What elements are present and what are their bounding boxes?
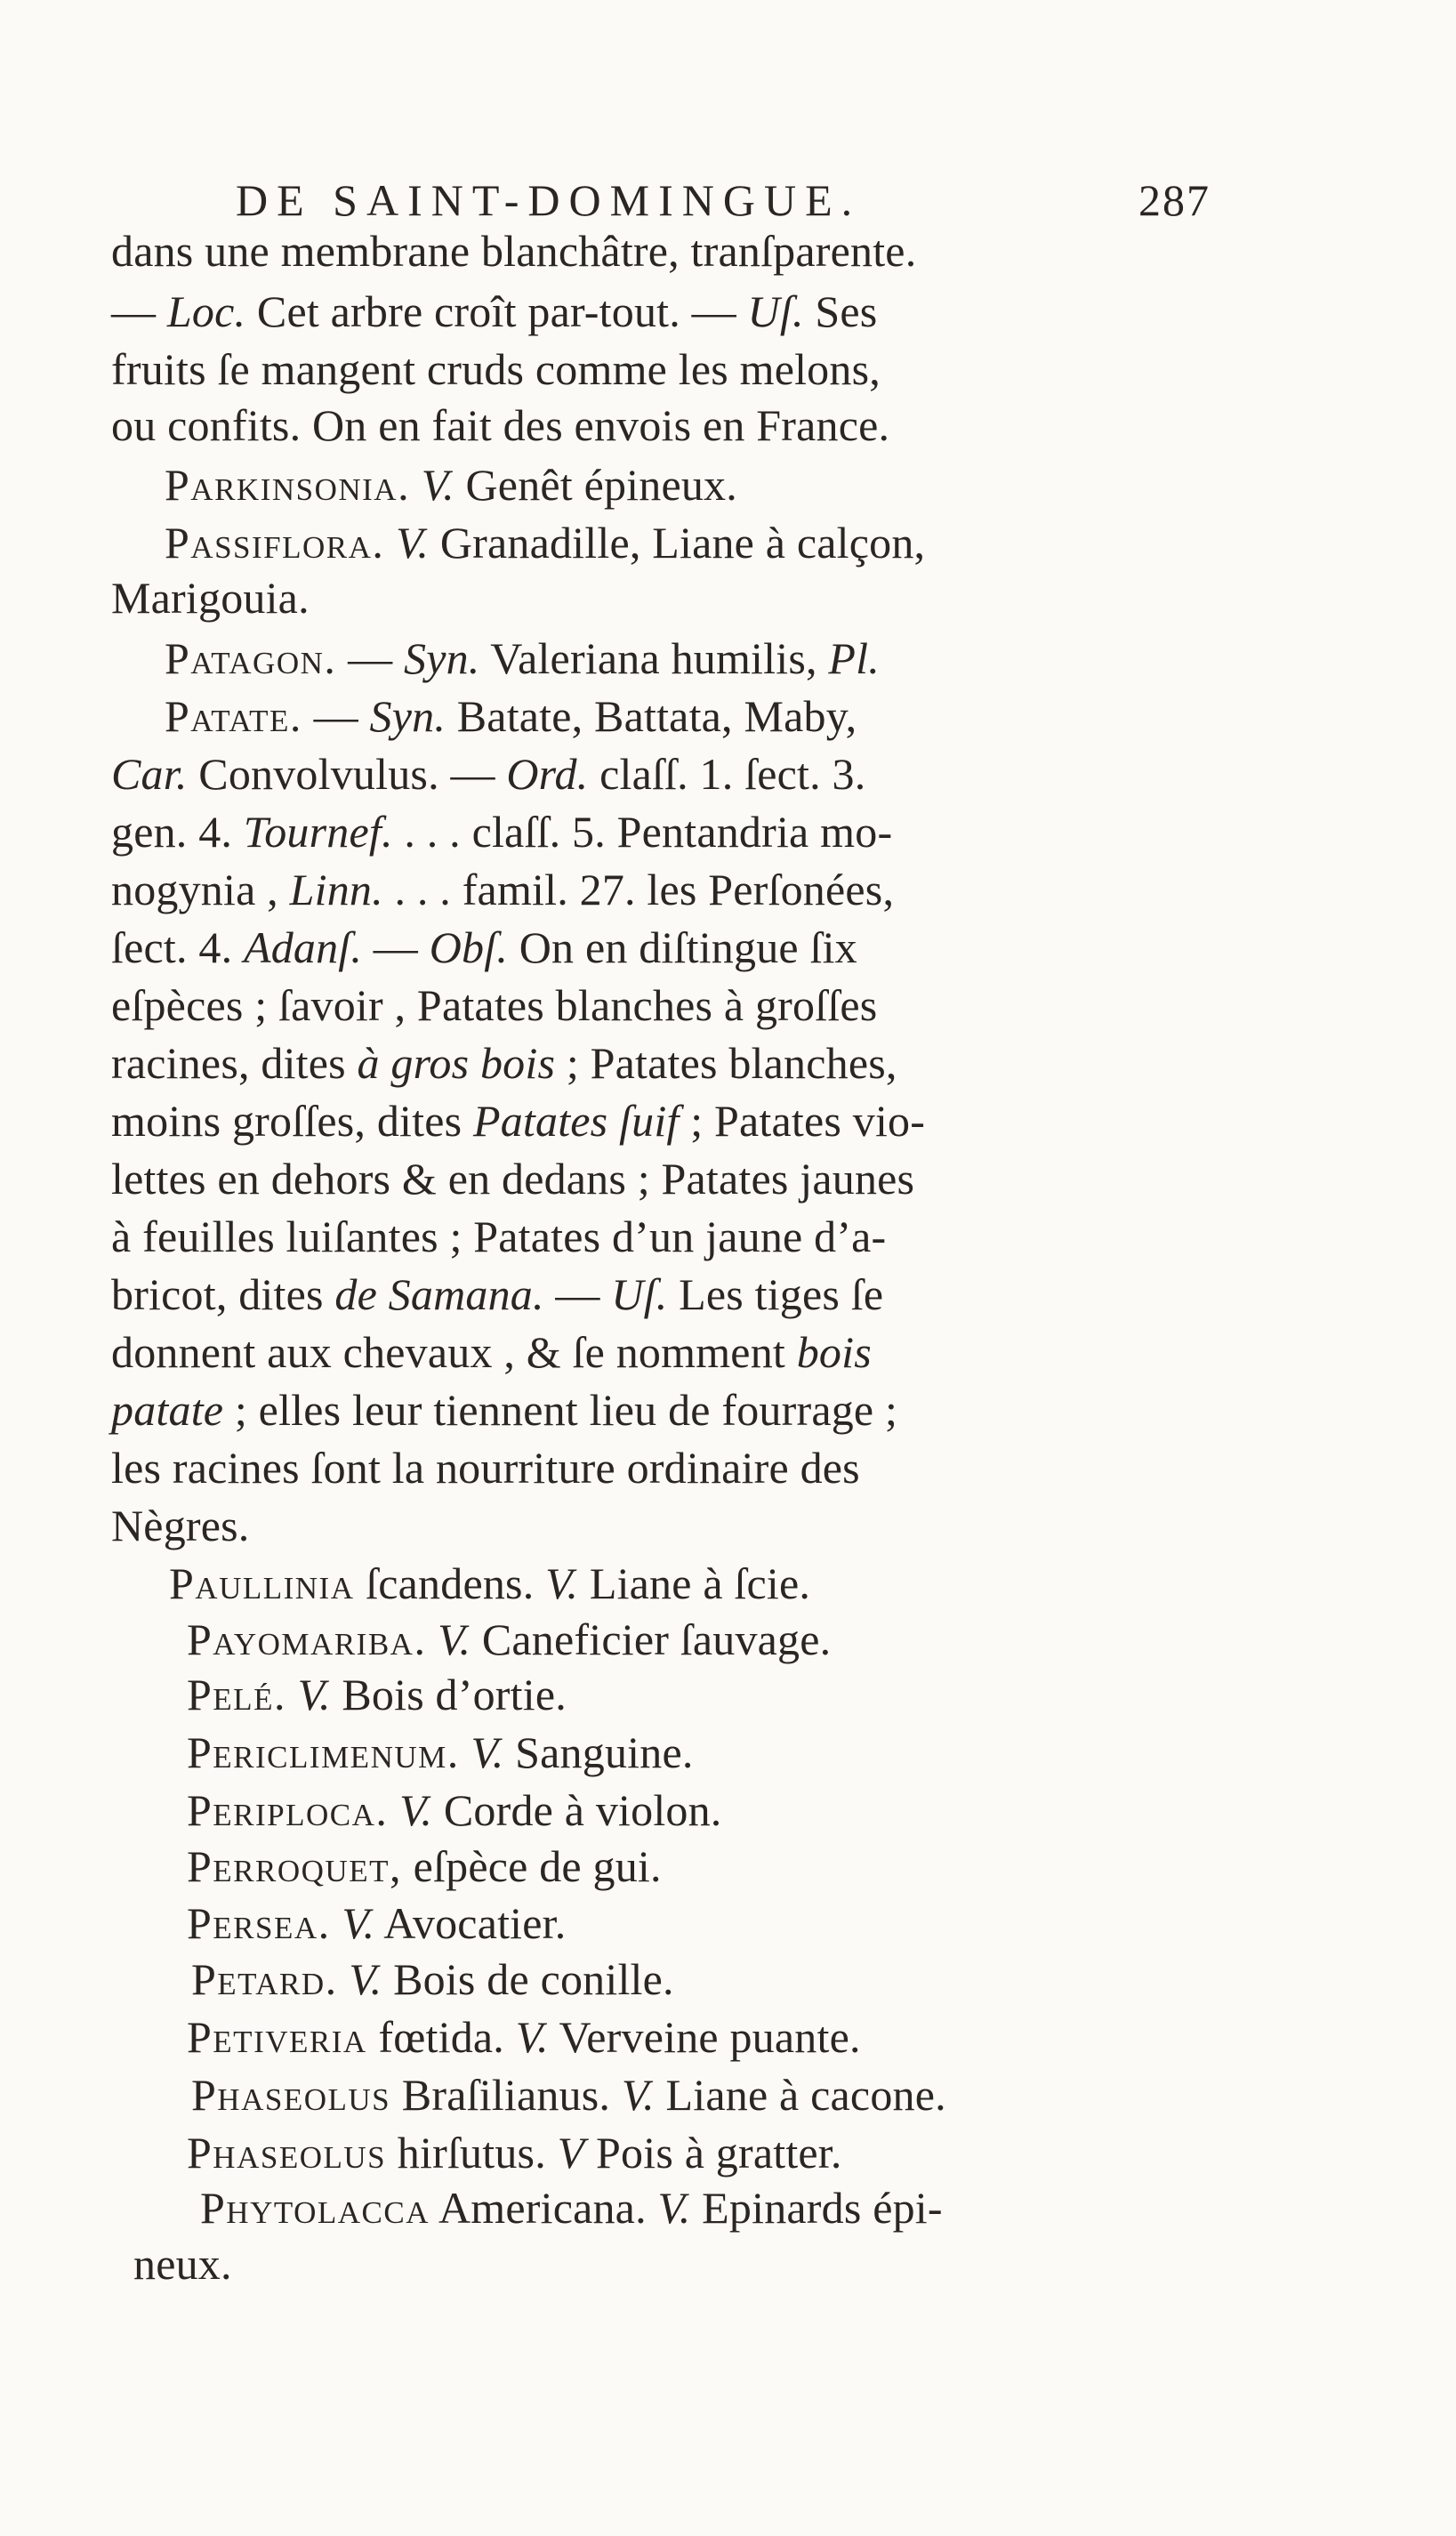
italic-text: Tournef. [243,807,393,857]
page-number: 287 [1138,175,1211,225]
text-line [165,516,925,569]
text-line [111,978,877,1032]
entry-term: Persea. [187,1898,331,1948]
text-run [388,1785,399,1835]
text-run: — [302,691,370,741]
text-run: Corde à violon. [432,1785,722,1835]
text-line [187,1840,662,1893]
text-run: . . . famil. 27. les Perſonées, [382,865,895,914]
text-line [187,1668,567,1721]
text-line [111,1268,883,1321]
entry-term: Periclimenum. [187,1727,460,1777]
text-run: eſpèce de gui. [401,1841,662,1891]
italic-text: Patates ſuif [472,1096,680,1146]
text-line [111,805,892,858]
text-line [111,1036,897,1090]
text-line [169,1557,810,1610]
text-run: ſect. 4. [111,922,244,972]
text-line [165,458,737,511]
text-run [338,1954,350,2004]
text-run: moins groſſes, dites [111,1096,473,1146]
text-line [187,1613,831,1666]
text-run: bricot, dites [111,1269,335,1319]
text-run: Sanguine. [503,1727,694,1777]
text-line [187,1726,694,1779]
text-run: Cet arbre croît par-tout. — [245,286,748,336]
text-line [187,2010,861,2064]
entry-term: Parkinsonia. [165,460,411,510]
text-line [200,2181,943,2234]
text-line [111,1210,886,1263]
text-run: — [362,922,430,972]
text-run [286,1670,298,1719]
text-run: Avocatier. [374,1898,567,1948]
entry-term: Phaseolus [191,2070,391,2120]
italic-text: V. [515,2012,549,2062]
text-run: Genêt épineux. [454,460,737,510]
text-run: Nègres. [111,1501,250,1550]
text-run: Epinards épi- [690,2183,943,2233]
entry-term: Perroquet, [187,1841,402,1891]
text-run: On en diſtingue ſix [508,922,857,972]
text-run: Americana. [430,2183,658,2233]
italic-text: Syn. [404,633,480,683]
text-run [460,1727,471,1777]
italic-text: patate [111,1385,224,1435]
entry-term: Petard. [191,1954,338,2004]
italic-text: Uſ. [747,286,804,336]
text-run: Verveine puante. [548,2012,861,2062]
text-line [165,689,857,743]
italic-text: V. [621,2070,655,2120]
italic-text: V. [399,1785,433,1835]
italic-text: V. [297,1670,331,1719]
italic-text: Pl. [828,633,880,683]
text-run: Bois de conille. [382,1954,674,2004]
text-run: — [111,286,167,336]
italic-text: Linn. [289,865,383,914]
italic-text: Adanſ. [243,922,363,972]
text-run: racines, dites [111,1038,358,1088]
text-run: hirſutus. [386,2128,558,2178]
text-run: ; elles leur tiennent lieu de fourrage ; [223,1385,898,1435]
text-line [111,1499,250,1552]
italic-text: Car. [111,749,188,799]
italic-text: V. [349,1954,382,2004]
text-line [165,632,880,685]
italic-text: V. [342,1898,375,1948]
entry-term: Patagon. [165,633,337,683]
text-run: Batate, Battata, Maby, [446,691,857,741]
text-run: claſſ. 1. ſect. 3. [588,749,866,799]
italic-text: V. [657,2183,691,2233]
entry-term: Patate. [165,691,302,741]
italic-text: de Samana. [334,1269,544,1319]
text-run: . . . claſſ. 5. Pentandria mo- [392,807,893,857]
text-run: Bois d’ortie. [330,1670,567,1719]
text-line [191,2068,946,2121]
italic-text: V. [438,1614,471,1664]
text-run: fœtida. [366,2012,516,2062]
text-line [187,2126,842,2179]
text-run: gen. 4. [111,807,244,857]
text-run: donnent aux chevaux , & ſe nomment [111,1327,797,1377]
text-line [133,2237,232,2290]
text-run: Les tiges ſe [667,1269,884,1319]
text-run: Ses [803,286,878,336]
text-run: neux. [133,2239,232,2289]
italic-text: à gros bois [357,1038,556,1088]
text-line [111,1094,925,1147]
entry-term: Petiveria [187,2012,367,2062]
text-run [384,518,396,568]
italic-text: bois [796,1327,872,1377]
text-line [111,863,894,916]
text-line [111,1441,860,1494]
entry-term: Periploca. [187,1785,389,1835]
text-line [111,747,865,801]
text-run: Marigouia. [111,573,310,623]
text-line [111,285,877,338]
text-run: eſpèces ; ſavoir , Patates blanches à groſſes [111,980,878,1030]
text-run: Liane à ſcie. [578,1558,811,1608]
text-line [111,224,916,278]
text-run: ; Patates vio- [679,1096,926,1146]
text-run: — [543,1269,612,1319]
text-run: Granadille, Liane à calçon, [429,518,926,568]
text-run: lettes en dehors & en dedans ; Patates jaunes [111,1154,915,1204]
running-header [236,173,1211,227]
text-line [111,1152,914,1205]
text-line [111,399,889,452]
text-line [187,1783,722,1837]
text-run [331,1898,342,1948]
running-title: DE SAINT-DOMINGUE. [236,175,862,225]
text-run: Convolvulus. — [187,749,507,799]
italic-text: V. [396,518,430,568]
italic-text: Obſ. [429,922,509,972]
text-run: — [336,633,404,683]
italic-text: Uſ. [611,1269,668,1319]
italic-text: Loc. [166,286,246,336]
italic-text: V. [545,1558,579,1608]
text-run: fruits ſe mangent cruds comme les melons, [111,344,881,394]
text-run: ſcandens. [354,1558,546,1608]
entry-term: Pelé. [187,1670,286,1719]
text-run: nogynia , [111,865,290,914]
text-run: Pois à gratter. [584,2128,842,2178]
italic-text: V. [421,460,454,510]
text-line [187,1896,566,1950]
entry-term: Payomariba. [187,1614,427,1664]
text-run: à feuilles luiſantes ; Patates d’un jaune d’a- [111,1212,887,1261]
italic-text: Syn. [369,691,446,741]
text-line [111,1325,872,1379]
text-run: Caneficier ſauvage. [471,1614,832,1664]
text-run: les racines ſont la nourriture ordinaire des [111,1443,860,1493]
text-run: Valeriana humilis, [479,633,829,683]
text-line [111,921,857,974]
text-run [426,1614,438,1664]
text-run: ou confits. On en fait des envois en France. [111,400,890,450]
text-line [111,1383,897,1437]
text-line [111,342,881,396]
text-run: ; Patates blanches, [555,1038,897,1088]
text-line [191,1952,674,2006]
entry-term: Passiflora. [165,518,385,568]
entry-term: Phaseolus [187,2128,387,2178]
text-line [111,571,310,624]
entry-term: Paullinia [169,1558,355,1608]
text-run: Braſilianus. [390,2070,622,2120]
italic-text: V [557,2128,585,2178]
text-run: Liane à cacone. [654,2070,946,2120]
entry-term: Phytolacca [200,2183,430,2233]
text-run [410,460,422,510]
text-run: dans une membrane blanchâtre, tranſparente. [111,226,917,276]
italic-text: V. [471,1727,504,1777]
italic-text: Ord. [506,749,589,799]
